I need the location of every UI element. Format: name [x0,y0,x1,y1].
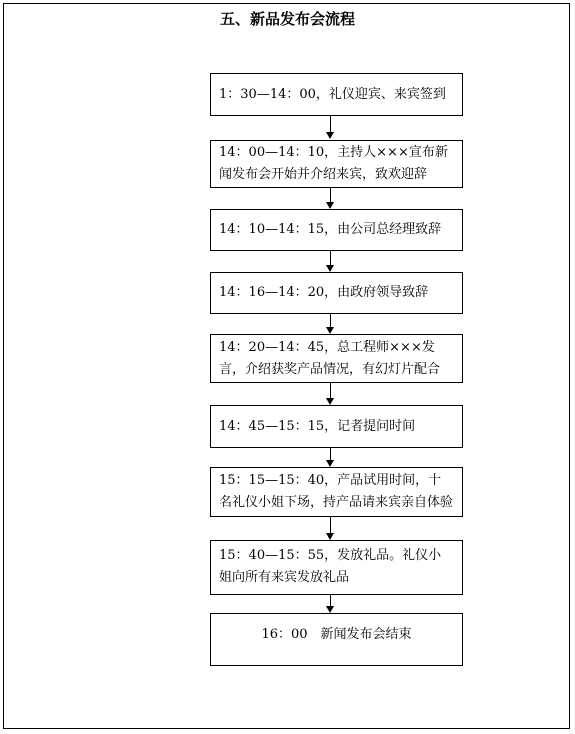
flow-step-6-label: 14：45—15：15，记者提问时间 [219,418,416,434]
flow-step-9-label: 16：00 新闻发布会结束 [261,627,412,642]
flow-arrow-4 [330,314,331,327]
diagram-title: 五、新品发布会流程 [219,10,355,28]
flow-arrow-1 [330,116,331,132]
flow-arrow-3-head [326,265,334,272]
flow-step-8-label: 15：40—15：55，发放礼品。礼仪小姐向所有来宾发放礼品 [219,548,442,585]
flow-step-3 [210,209,463,251]
flow-arrow-2 [330,188,331,202]
flow-step-2-label: 14：00—14：10，主持人×××宣布新闻发布会开始并介绍来宾，致欢迎辞 [219,145,448,182]
flow-arrow-2-head [326,202,334,209]
flow-step-4 [210,272,463,314]
flow-arrow-1-head [326,132,334,139]
flow-arrow-6 [330,448,331,460]
flow-step-7-label: 15：15—15：40，产品试用时间，十名礼仪小姐下场，持产品请来宾亲自体验 [219,473,454,510]
flow-arrow-5-head [326,398,334,405]
flow-arrow-8 [330,595,331,606]
flow-step-4-label: 14：16—14：20，由政府领导致辞 [219,285,429,300]
flow-step-3-label: 14：10—14：15，由公司总经理致辞 [219,222,442,237]
flow-arrow-4-head [326,327,334,334]
flow-step-5-label: 14：20—14：45，总工程师×××发言，介绍获奖产品情况，有幻灯片配合 [219,339,441,377]
flow-step-1 [210,73,463,116]
flow-step-6 [210,405,463,448]
flow-arrow-7-head [326,533,334,540]
flow-step-2 [210,140,463,188]
flow-arrow-5 [330,383,331,398]
flow-arrow-8-head [326,606,334,613]
flow-step-5 [210,334,463,383]
flow-arrow-6-head [326,460,334,467]
flow-step-8 [210,540,463,595]
flow-step-7 [210,467,463,517]
flow-step-9 [210,613,463,666]
flow-arrow-3 [330,251,331,265]
flow-step-1-label: 1：30—14：00，礼仪迎宾、来宾签到 [219,86,446,102]
flow-arrow-7 [330,517,331,533]
